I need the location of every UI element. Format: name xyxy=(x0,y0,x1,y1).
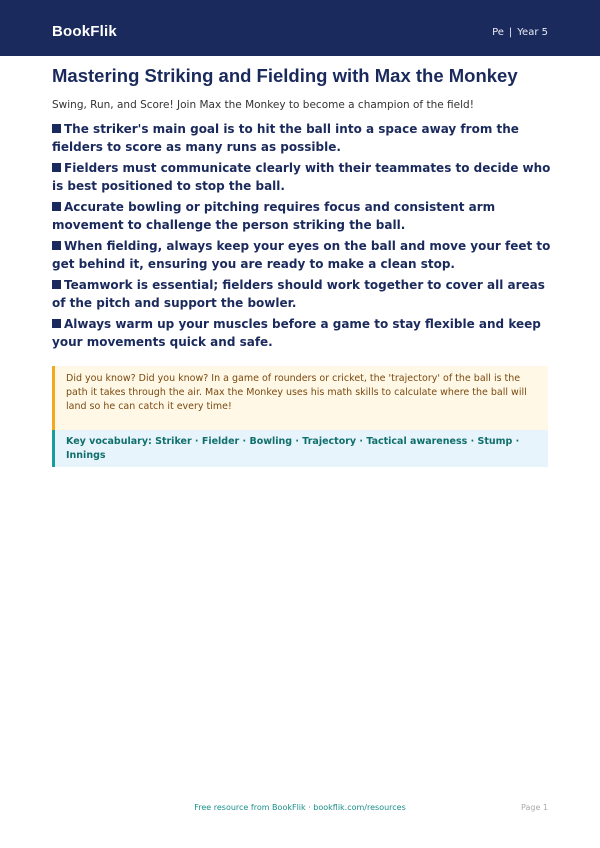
tip-item xyxy=(52,238,552,273)
tips-list xyxy=(52,121,552,355)
square-bullet-icon xyxy=(52,280,61,289)
tip-text: When fielding, always keep your eyes on the ball and move your feet to get behind it, ensuring you are ready to make a clean stop. xyxy=(52,239,551,271)
tip-text: Accurate bowling or pitching requires focus and consistent arm movement to challenge the person striking the ball. xyxy=(52,200,496,232)
square-bullet-icon xyxy=(52,319,61,328)
page-title: Mastering Striking and Fielding with Max the Monkey xyxy=(52,65,518,86)
tip-text: Always warm up your muscles before a game to stay flexible and keep your movements quick and safe. xyxy=(52,317,541,349)
page-subtitle: Swing, Run, and Score! Join Max the Monkey to become a champion of the field! xyxy=(52,99,474,111)
tip-text: Teamwork is essential; fielders should work together to cover all areas of the pitch and support the bowler. xyxy=(52,278,545,310)
page-footer xyxy=(0,802,600,814)
square-bullet-icon xyxy=(52,241,61,250)
page-number: Page 1 xyxy=(521,803,548,812)
key-vocabulary-box xyxy=(52,430,548,467)
subject-label: Pe xyxy=(492,27,504,38)
tip-text: Fielders must communicate clearly with their teammates to decide who is best positioned to stop the ball. xyxy=(52,161,551,193)
square-bullet-icon xyxy=(52,124,61,133)
square-bullet-icon xyxy=(52,202,61,211)
tip-item xyxy=(52,160,552,195)
tip-item xyxy=(52,277,552,312)
square-bullet-icon xyxy=(52,163,61,172)
vocabulary-text: Key vocabulary: Striker · Fielder · Bowling · Trajectory · Tactical awareness · Stump · Innings xyxy=(66,436,520,461)
header-meta xyxy=(492,0,548,66)
footer-credit-link[interactable]: Free resource from BookFlik · bookflik.com/resources xyxy=(194,803,406,812)
fact-text: Did you know? Did you know? In a game of rounders or cricket, the 'trajectory' of the ball is the path it takes through the air. Max the Monkey uses his math skills to calculate where the ball will land so he can catch it every time! xyxy=(66,373,527,412)
did-you-know-callout xyxy=(52,366,548,430)
tip-item xyxy=(52,121,552,156)
meta-separator: | xyxy=(508,27,513,38)
tip-text: The striker's main goal is to hit the ball into a space away from the fielders to score as many runs as possible. xyxy=(52,122,519,154)
top-header-bar xyxy=(0,0,600,56)
tip-item xyxy=(52,316,552,351)
brand-logo-text[interactable]: BookFlik xyxy=(52,23,117,40)
tip-item xyxy=(52,199,552,234)
year-label: Year 5 xyxy=(517,27,548,38)
